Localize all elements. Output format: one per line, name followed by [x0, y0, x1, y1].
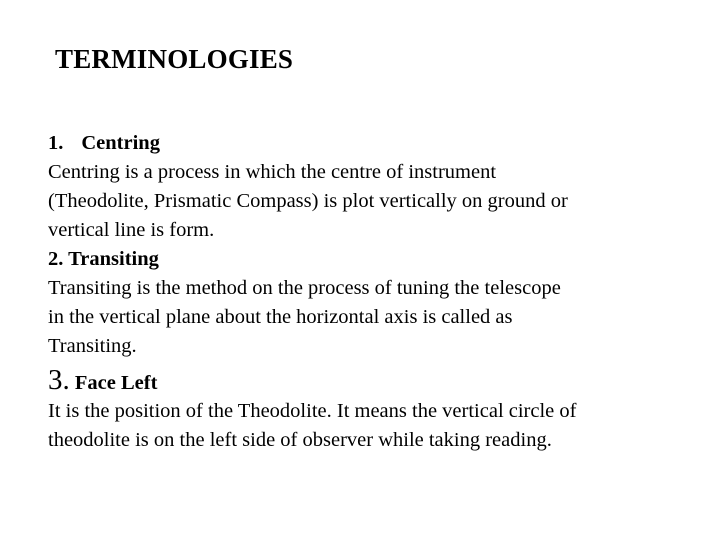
paragraph-line: Transiting is the method on the process of tuning the telescope [48, 277, 561, 299]
paragraph-line: Transiting. [48, 335, 137, 357]
paragraph-line: Centring is a process in which the centre of instrument [48, 161, 497, 183]
content-body [48, 129, 688, 455]
section-title: Transiting [68, 248, 159, 270]
section-number: 3. [48, 364, 70, 396]
paragraph-line: theodolite is on the left side of observer while taking reading. [48, 429, 552, 451]
paragraph-line: It is the position of the Theodolite. It means the vertical circle of [48, 400, 577, 422]
section-title: Centring [81, 132, 160, 154]
section-title: Face Left [74, 372, 158, 394]
section-heading-face-left [48, 366, 688, 398]
paragraph-line: vertical line is form. [48, 219, 215, 241]
paragraph-line: (Theodolite, Prismatic Compass) is plot vertically on ground or [48, 190, 568, 212]
section-heading-transiting [48, 245, 688, 274]
section-number: 2. [48, 248, 64, 270]
page-title: TERMINOLOGIES [55, 44, 294, 74]
section-heading-centring [48, 129, 688, 158]
paragraph-line: in the vertical plane about the horizontal axis is called as [48, 306, 513, 328]
section-number: 1. [48, 132, 64, 154]
